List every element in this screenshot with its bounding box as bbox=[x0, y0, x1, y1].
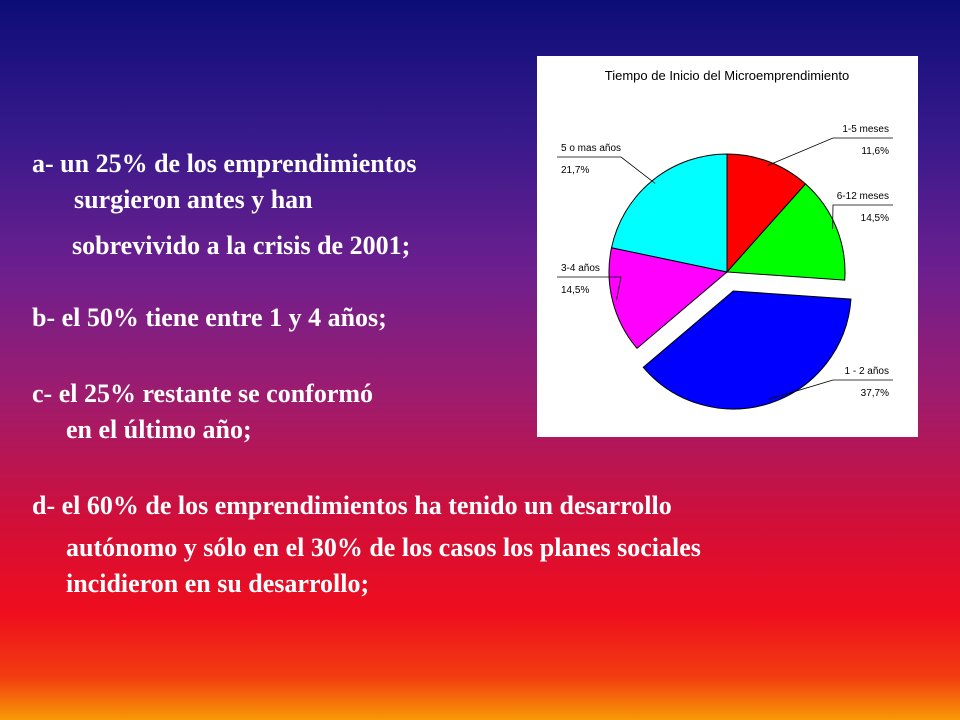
slice-value-2: 37,7% bbox=[860, 388, 889, 399]
item-a-line-3: sobrevivido a la crisis de 2001; bbox=[72, 231, 411, 260]
pie-chart bbox=[537, 56, 918, 437]
slice-value-3: 14,5% bbox=[561, 285, 590, 296]
item-c-line-2: en el último año; bbox=[66, 415, 252, 444]
slice-label-1: 6-12 meses bbox=[836, 191, 889, 202]
item-d-line-3: incidieron en su desarrollo; bbox=[66, 569, 370, 598]
chart-title: Tiempo de Inicio del Microemprendimiento bbox=[604, 68, 850, 83]
pie-chart-panel bbox=[537, 56, 918, 437]
slice-label-2: 1 - 2 años bbox=[844, 366, 889, 377]
slice-label-3: 3-4 años bbox=[561, 263, 600, 274]
slice-value-1: 14,5% bbox=[860, 213, 889, 224]
slice-value-4: 21,7% bbox=[561, 165, 590, 176]
slice-label-0: 1-5 meses bbox=[842, 124, 889, 135]
item-a-line-2: surgieron antes y han bbox=[74, 185, 313, 214]
slice-value-0: 11,6% bbox=[861, 146, 889, 157]
item-a-line-1: a- un 25% de los emprendimientos bbox=[32, 149, 417, 178]
item-d-line-1: d- el 60% de los emprendimientos ha tenido un desarrollo bbox=[32, 491, 672, 520]
item-c-line-1: c- el 25% restante se conformó bbox=[32, 379, 374, 408]
item-d-line-2: autónomo y sólo en el 30% de los casos los planes sociales bbox=[66, 533, 701, 562]
slice-label-4: 5 o mas años bbox=[561, 143, 622, 154]
item-b-line: b- el 50% tiene entre 1 y 4 años; bbox=[32, 303, 387, 332]
